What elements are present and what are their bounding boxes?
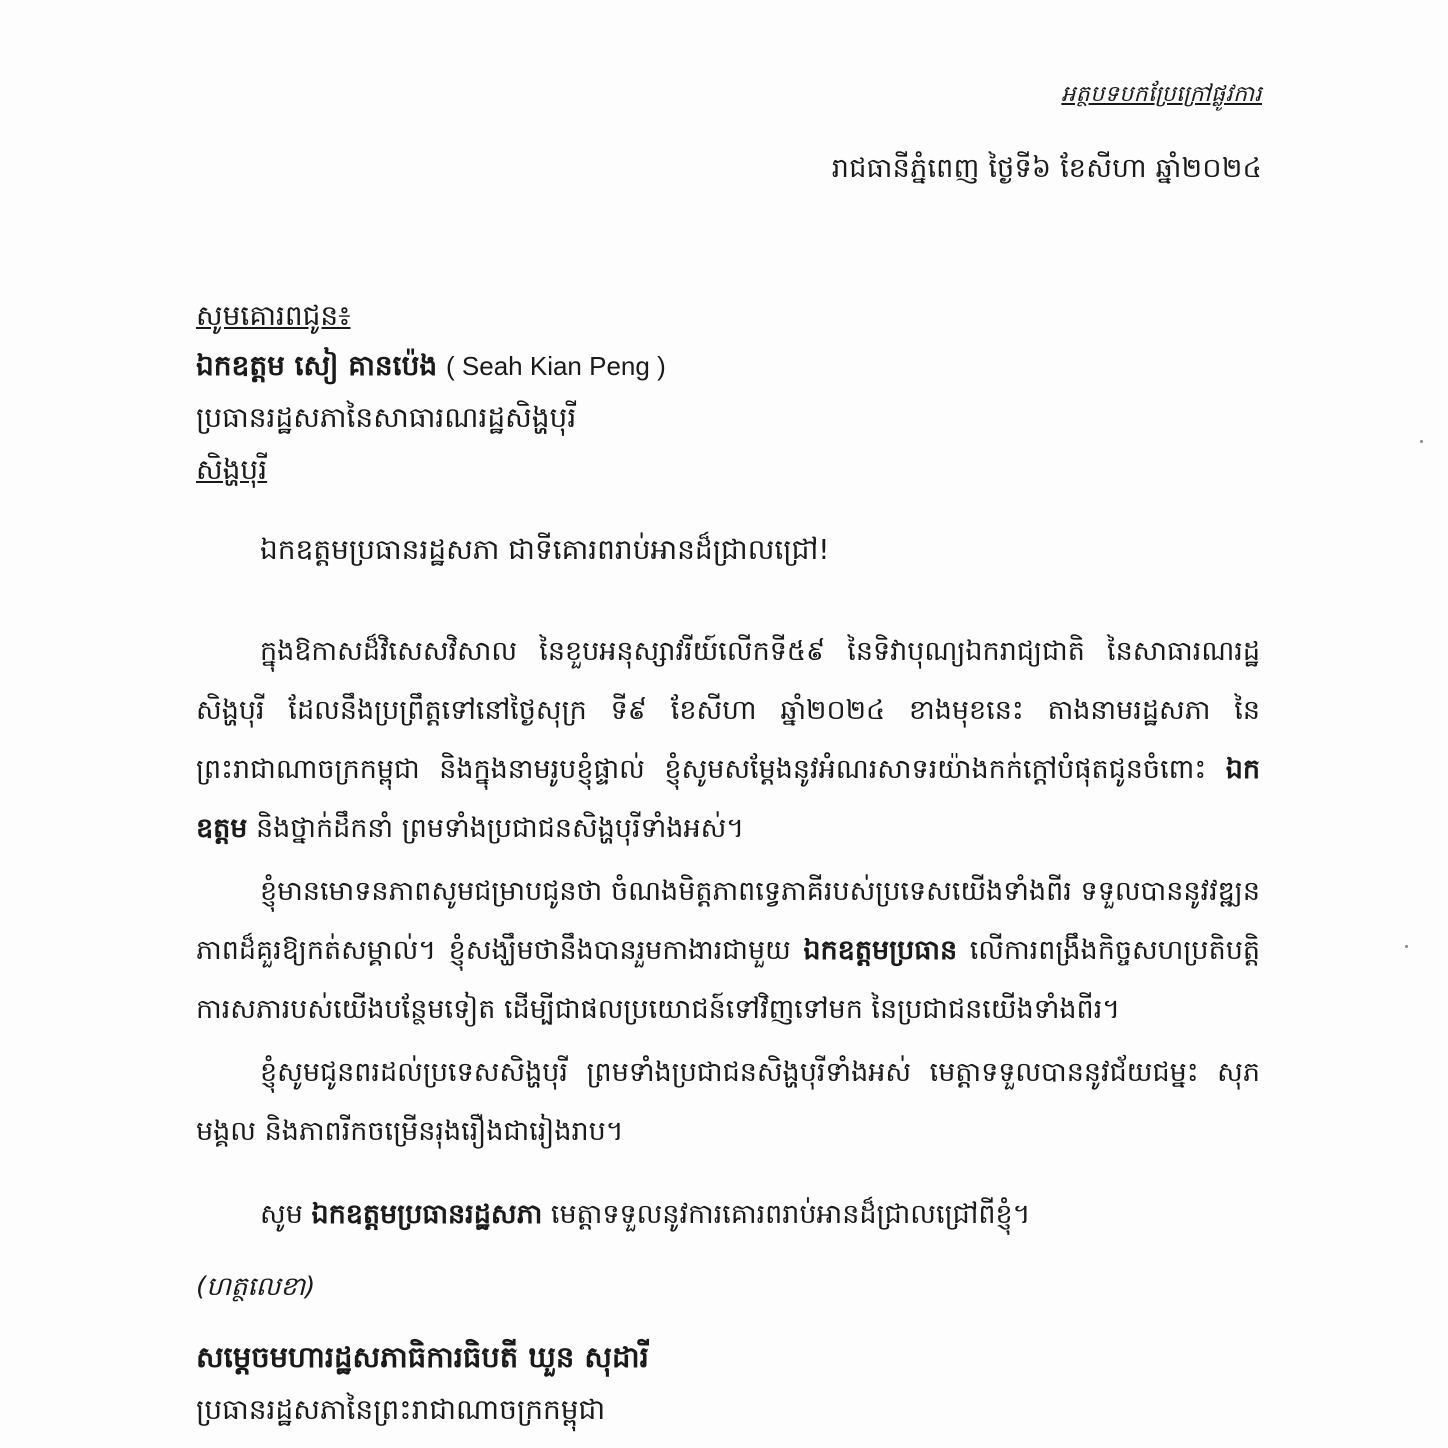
signer-name: សម្តេចមហារដ្ឋសភាធិការធិបតី ឃួន សុដារី	[196, 1340, 649, 1374]
paragraph-1-bold: ឯកឧត្តម	[196, 754, 1260, 844]
scan-speck	[1405, 945, 1408, 948]
signature-note: (ហត្ថលេខា)	[196, 1272, 316, 1302]
scan-speck	[1420, 440, 1423, 443]
paragraph-2-text: ខ្ញុំមានមោទនភាពសូមជម្រាបជូនថា ចំណងមិត្តភាពទ្វេភាគីរបស់ប្រទេសយើងទាំងពីរ ទទួលបាននូវវឌ្ឍនភាពដ៏គួរឱ្យកត់សម្គាល់។ ខ្ញុំសង្ឃឹមថានឹងបានរួមកាងារជាមួយ	[196, 876, 1260, 966]
recipient-name	[196, 340, 666, 392]
paragraph-3	[196, 1043, 1260, 1161]
paragraph-1	[196, 622, 1260, 858]
paragraph-4	[196, 1185, 1260, 1244]
recipient-name-khmer: ឯកឧត្តម សៀ គានប៉េង	[196, 349, 438, 382]
address-heading: សូមគោរពជូន៖	[196, 299, 351, 332]
paragraph-4-tail: មេត្តាទទួលនូវការគោរពរាប់អានដ៏ជ្រាលជ្រៅពីខ្ញុំ។	[550, 1199, 1031, 1230]
recipient-title: ប្រធានរដ្ឋសភានៃសាធារណរដ្ឋសិង្ហបុរី	[196, 401, 577, 434]
paragraph-1-text: ក្នុងឱកាសដ៏វិសេសវិសាល នៃខួបអនុស្សាវរីយ៍លើកទី៥៩ នៃទិវាបុណ្យឯករាជ្យជាតិ នៃសាធារណរដ្ឋសិង្ហបុរី ដែលនឹងប្រព្រឹត្តទៅនៅថ្ងៃសុក្រ ទី៩ ខែសីហា ឆ្នាំ២០២៤ ខាងមុខនេះ តាងនាមរដ្ឋសភា នៃព្រះរាជាណាចក្រកម្ពុជា និងក្នុងនាមរូបខ្ញុំផ្ទាល់ ខ្ញុំសូមសម្តែងនូវអំណរសាទរយ៉ាងកក់ក្តៅបំផុតជូនចំពោះ	[196, 636, 1260, 785]
paragraph-2-tail: លើការពង្រឹងកិច្ចសហប្រតិបត្តិការសភារបស់យើងបន្ថែមទៀត ដើម្បីជាផលប្រយោជន៍ទៅវិញទៅមក នៃប្រជាជនយើងទាំងពីរ។	[196, 935, 1260, 1025]
recipient-city: សិង្ហបុរី	[196, 453, 268, 486]
salutation: ឯកឧត្តមប្រធានរដ្ឋសភា ជាទីគោរពរាប់អានដ៏ជ្រាលជ្រៅ!	[260, 533, 830, 566]
paragraph-4-bold: ឯកឧត្តមប្រធានរដ្ឋសភា	[311, 1199, 543, 1230]
paragraph-3-text: ខ្ញុំសូមជូនពរដល់ប្រទេសសិង្ហបុរី ព្រមទាំងប្រជាជនសិង្ហបុរីទាំងអស់ មេត្តាទទួលបាននូវជ័យជម្នះ សុភមង្គល និងភាពរីកចម្រើនរុងរឿងជារៀងរាប។	[196, 1057, 1260, 1147]
signer-title: ប្រធានរដ្ឋសភានៃព្រះរាជាណាចក្រកម្ពុជា	[196, 1393, 606, 1426]
paragraph-4-prefix: សូម	[260, 1199, 303, 1230]
date-line: រាជធានីភ្នំពេញ ថ្ងៃទី៦ ខែសីហា ឆ្នាំ២០២៤	[831, 153, 1262, 184]
paragraph-1-tail: និងថ្នាក់ដឹកនាំ ព្រមទាំងប្រជាជនសិង្ហបុរីទាំងអស់។	[256, 813, 745, 844]
paragraph-2	[196, 862, 1260, 1039]
paragraph-2-bold: ឯកឧត្តមប្រធាន	[803, 935, 958, 966]
recipient-name-latin: ( Seah Kian Peng )	[446, 351, 666, 381]
unofficial-translation-note: អត្ថបទបកប្រែក្រៅផ្លូវការ	[1061, 82, 1262, 107]
